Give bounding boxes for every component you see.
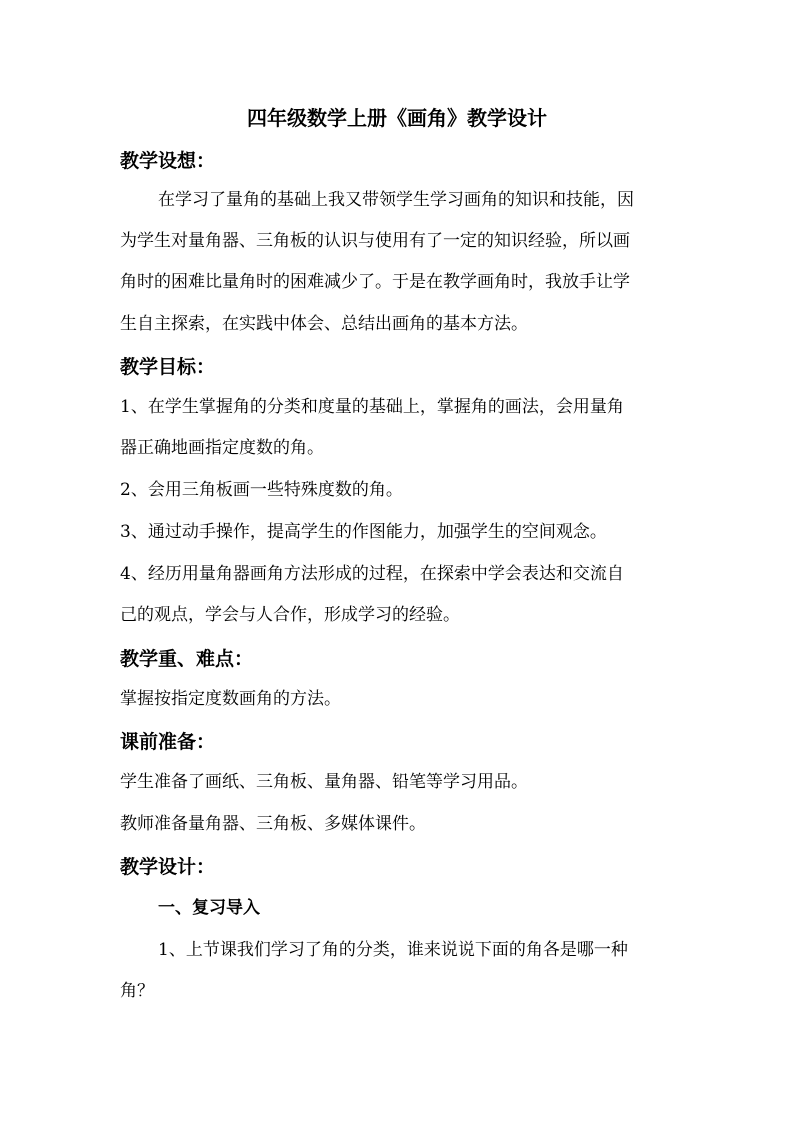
goal-line: 器正确地画指定度数的角。 [120,438,324,458]
preparation-line: 学生准备了画纸、三角板、量角器、铅笔等学习用品。 [120,772,528,792]
paragraph-line: 为学生对量角器、三角板的认识与使用有了一定的知识经验，所以画 [120,231,630,251]
goal-line: 2、会用三角板画一些特殊度数的角。 [120,480,403,500]
preparation-line: 教师准备量角器、三角板、多媒体课件。 [120,814,426,834]
heading-teaching-design: 教学设计： [120,856,216,878]
document-title: 四年级数学上册《画角》教学设计 [247,106,547,130]
goal-line: 1、在学生掌握角的分类和度量的基础上，掌握角的画法，会用量角 [120,397,624,417]
key-point-line: 掌握按指定度数画角的方法。 [120,689,341,709]
heading-teaching-goals: 教学目标： [120,356,216,378]
paragraph-line: 角时的困难比量角时的困难减少了。于是在教学画角时，我放手让学 [120,272,630,292]
heading-key-points: 教学重、难点： [120,648,254,670]
paragraph-line: 生自主探索，在实践中体会、总结出画角的基本方法。 [120,314,528,334]
heading-teaching-idea: 教学设想： [120,150,216,172]
design-line: 角？ [120,981,154,1001]
design-line: 1、上节课我们学习了角的分类，谁来说说下面的角各是哪一种 [158,940,628,960]
heading-preparation: 课前准备： [120,731,216,753]
goal-line: 己的观点，学会与人合作，形成学习的经验。 [120,605,460,625]
goal-line: 3、通过动手操作，提高学生的作图能力，加强学生的空间观念。 [120,522,607,542]
paragraph-line: 在学习了量角的基础上我又带领学生学习画角的知识和技能，因 [158,190,634,210]
goal-line: 4、经历用量角器画角方法形成的过程，在探索中学会表达和交流自 [120,564,624,584]
subheading-review: 一、复习导入 [158,898,260,918]
